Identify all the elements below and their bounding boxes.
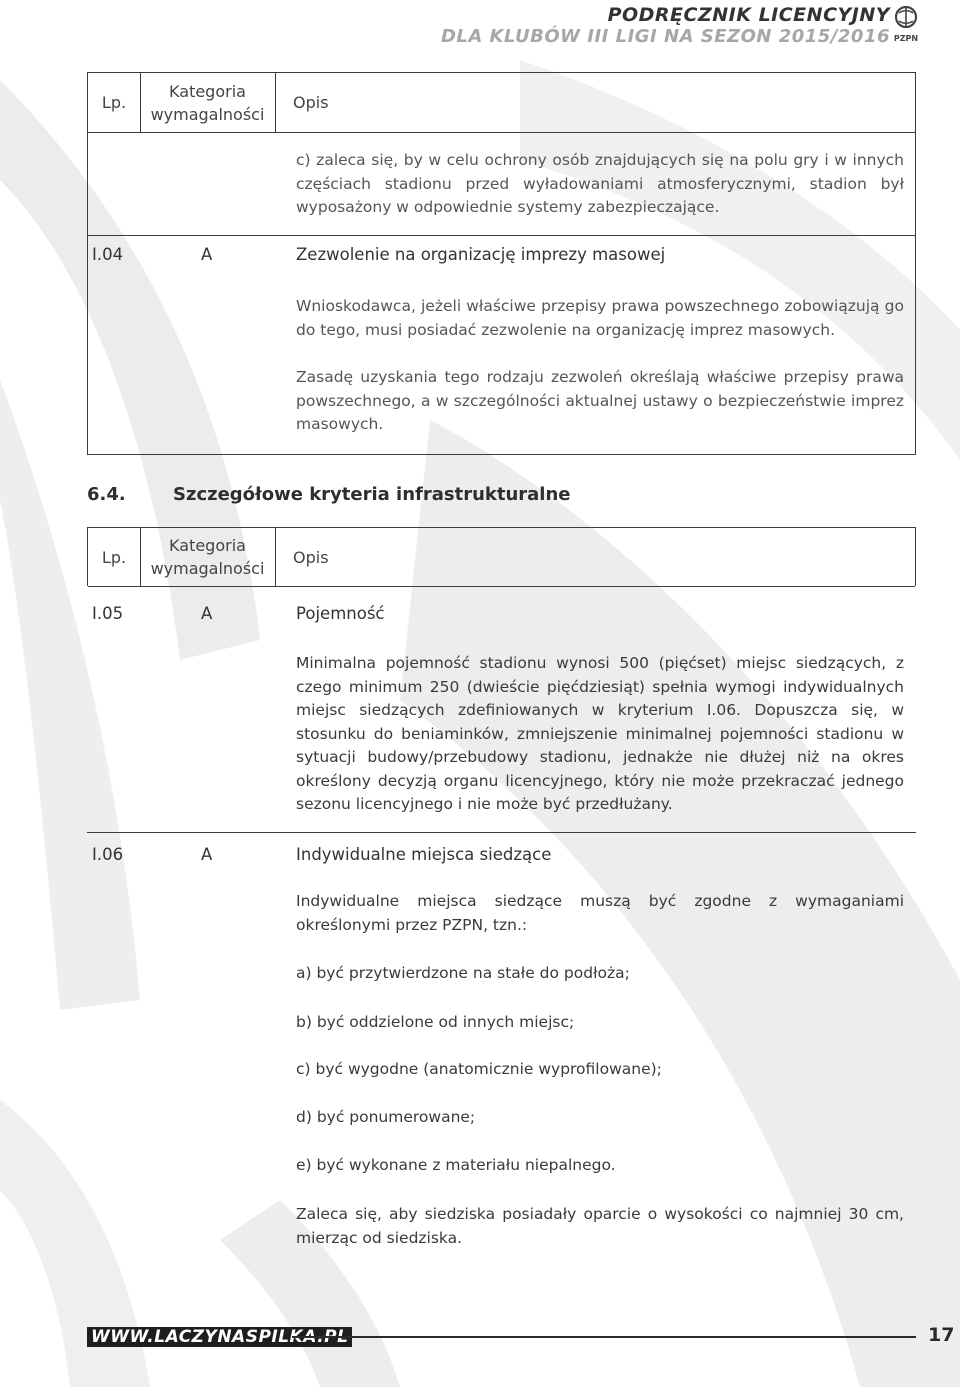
header-description: Opis (293, 93, 329, 112)
row-category-I04: A (201, 245, 213, 264)
row-list-item-e: e) być wykonane z materiału niepalnego. (296, 1156, 616, 1174)
header-subtitle: DLA KLUBÓW III LIGI NA SEZON 2015/2016 (440, 26, 890, 47)
section-number: 6.4. (87, 484, 126, 505)
table-header-row (88, 73, 915, 133)
table-header-row (88, 528, 915, 587)
row-paragraph-I06-1: Indywidualne miejsca siedzące muszą być zgodne z wymaganiami określonymi przez PZPN, tzn.: (296, 892, 904, 934)
header-lp: Lp. (88, 528, 141, 586)
header-category-label: Kategoria wymagalności (150, 81, 265, 124)
header-title: PODRĘCZNIK LICENCYJNY (607, 4, 890, 26)
header-lp: Lp. (88, 73, 141, 132)
document-header (441, 4, 890, 48)
row-list-item-a: a) być przytwierdzone na stałe do podłoża; (296, 964, 630, 982)
page-number: 17 (928, 1324, 955, 1346)
header-category (140, 73, 276, 132)
continuation-paragraph: c) zaleca się, by w celu ochrony osób znajdujących się na polu gry i w innych częściach stadionu przed wyładowaniami atmosferycznymi, stadion był wyposażony w odpowiednie systemy zabezpieczające. (296, 151, 904, 216)
footer-rule (292, 1336, 916, 1338)
section-title-text: Szczegółowe kryteria infrastrukturalne (173, 484, 571, 505)
section-heading (87, 484, 571, 505)
header-description: Opis (293, 547, 329, 567)
criteria-table-2-header (87, 527, 916, 586)
row-lp-I05: I.05 (92, 604, 124, 623)
pzpn-logo (892, 4, 920, 43)
row-paragraph-I05-1: Minimalna pojemność stadionu wynosi 500 (pięćset) miejsc siedzących, z czego minimum 250 (dwieście pięćdziesiąt) spełnia wymogi indywidualnych miejsc siedzących zdefiniowanych w kryterium I.06. Dopuszcza się, w stosunku do beniaminków, zmniejszenie minimalnej pojemności stadionu w sytuacji budowy/przebudowy stadionu, jednakże nie dłużej niż na okres określony decyzją organu licencyjnego, który nie może przekraczać jednego sezonu licencyjnego i nie może być przedłużany. (296, 654, 904, 813)
row-title-I04: Zezwolenie na organizację imprezy masowej (296, 245, 666, 264)
row-lp-I06: I.06 (92, 845, 124, 864)
logo-text: PZPN (893, 34, 919, 43)
row-lp-I04: I.04 (92, 245, 124, 264)
row-paragraph-I06-recommendation: Zaleca się, aby siedziska posiadały oparcie o wysokości co najmniej 30 cm, mierząc od siedziska. (296, 1205, 904, 1247)
row-paragraph-I04-1: Wnioskodawca, jeżeli właściwe przepisy prawa powszechnego zobowiązują go do tego, musi posiadać zezwolenie na organizację imprez masowych. (296, 297, 904, 339)
row-list-item-b: b) być oddzielone od innych miejsc; (296, 1013, 575, 1031)
row-title-I06: Indywidualne miejsca siedzące (296, 845, 552, 864)
row-category-I06: A (201, 845, 213, 864)
row-category-I05: A (201, 604, 213, 623)
row-list-item-c: c) być wygodne (anatomicznie wyprofilowane); (296, 1060, 662, 1078)
row-title-I05: Pojemność (296, 604, 385, 623)
row-divider (87, 832, 916, 833)
row-list-item-d: d) być ponumerowane; (296, 1108, 476, 1126)
header-category (140, 528, 276, 586)
row-paragraph-I04-2: Zasadę uzyskania tego rodzaju zezwoleń określają właściwe przepisy prawa powszechnego, a w szczególności aktualnej ustawy o bezpieczeństwie imprez masowych. (296, 368, 904, 433)
header-category-label: Kategoria wymagalności (150, 536, 265, 578)
row-divider (87, 235, 916, 236)
footer-website-link[interactable]: WWW.LACZYNASPILKA.PL (87, 1327, 352, 1347)
pzpn-emblem-icon (893, 4, 919, 30)
